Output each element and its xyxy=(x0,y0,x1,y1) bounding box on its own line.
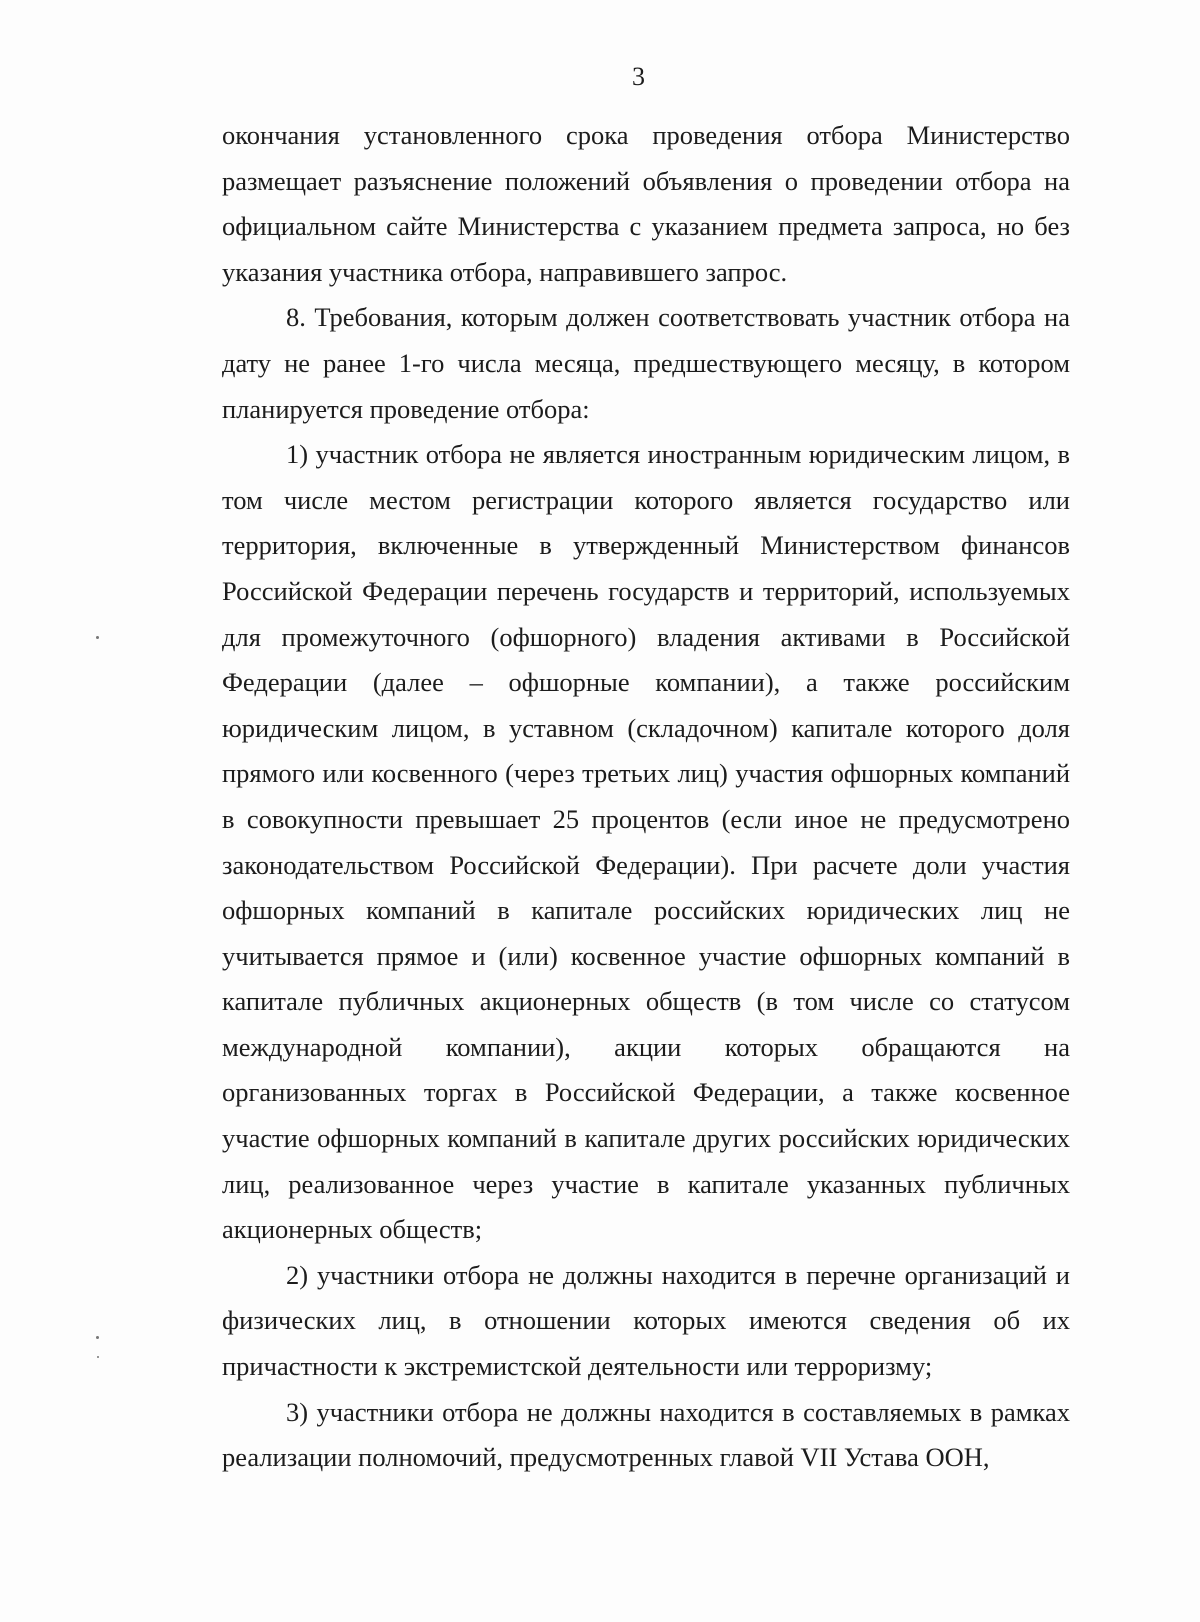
scan-speck xyxy=(96,1336,99,1339)
page-number: 3 xyxy=(632,62,645,91)
paragraph-requirement-1: 1) участник отбора не является иностранным юридическим лицом, в том числе местом регистрации которого является государство или территория, включенные в утвержденный Министерством финансов Российской Федерации перечень государств и территорий, используемых для промежуточного (офшорного) владения активами в Российской Федерации (далее – офшорные компании), а также российским юридическим лицом, в уставном (складочном) капитале которого доля прямого или косвенного (через третьих лиц) участия офшорных компаний в совокупности превышает 25 процентов (если иное не предусмотрено законодательством Российской Федерации). При расчете доли участия офшорных компаний в капитале российских юридических лиц не учитывается прямое и (или) косвенное участие офшорных компаний в капитале публичных акционерных обществ (в том числе со статусом международной компании), акции которых обращаются на организованных торгах в Российской Федерации, а также косвенное участие офшорных компаний в капитале других российских юридических лиц, реализованное через участие в капитале указанных публичных акционерных обществ; xyxy=(222,439,1070,1245)
scan-speck xyxy=(97,1356,99,1358)
scan-speck xyxy=(96,636,99,639)
document-body xyxy=(222,113,1070,1481)
paragraph-requirements-intro: 8. Требования, которым должен соответствовать участник отбора на дату не ранее 1-го числа месяца, предшествующего месяцу, в котором планируется проведение отбора: xyxy=(222,302,1070,424)
paragraph-requirement-2: 2) участники отбора не должны находится в перечне организаций и физических лиц, в отношении которых имеются сведения об их причастности к экстремистской деятельности или терроризму; xyxy=(222,1259,1070,1382)
paragraph-continuation: окончания установленного срока проведения отбора Министерство размещает разъяснение положений объявления о проведении отбора на официальном сайте Министерства с указанием предмета запроса, но без указания участника отбора, направившего запрос. xyxy=(222,120,1070,287)
paragraph-requirement-3: 3) участники отбора не должны находится в составляемых в рамках реализации полномочий, предусмотренных главой VII Устава ООН, xyxy=(222,1396,1070,1473)
